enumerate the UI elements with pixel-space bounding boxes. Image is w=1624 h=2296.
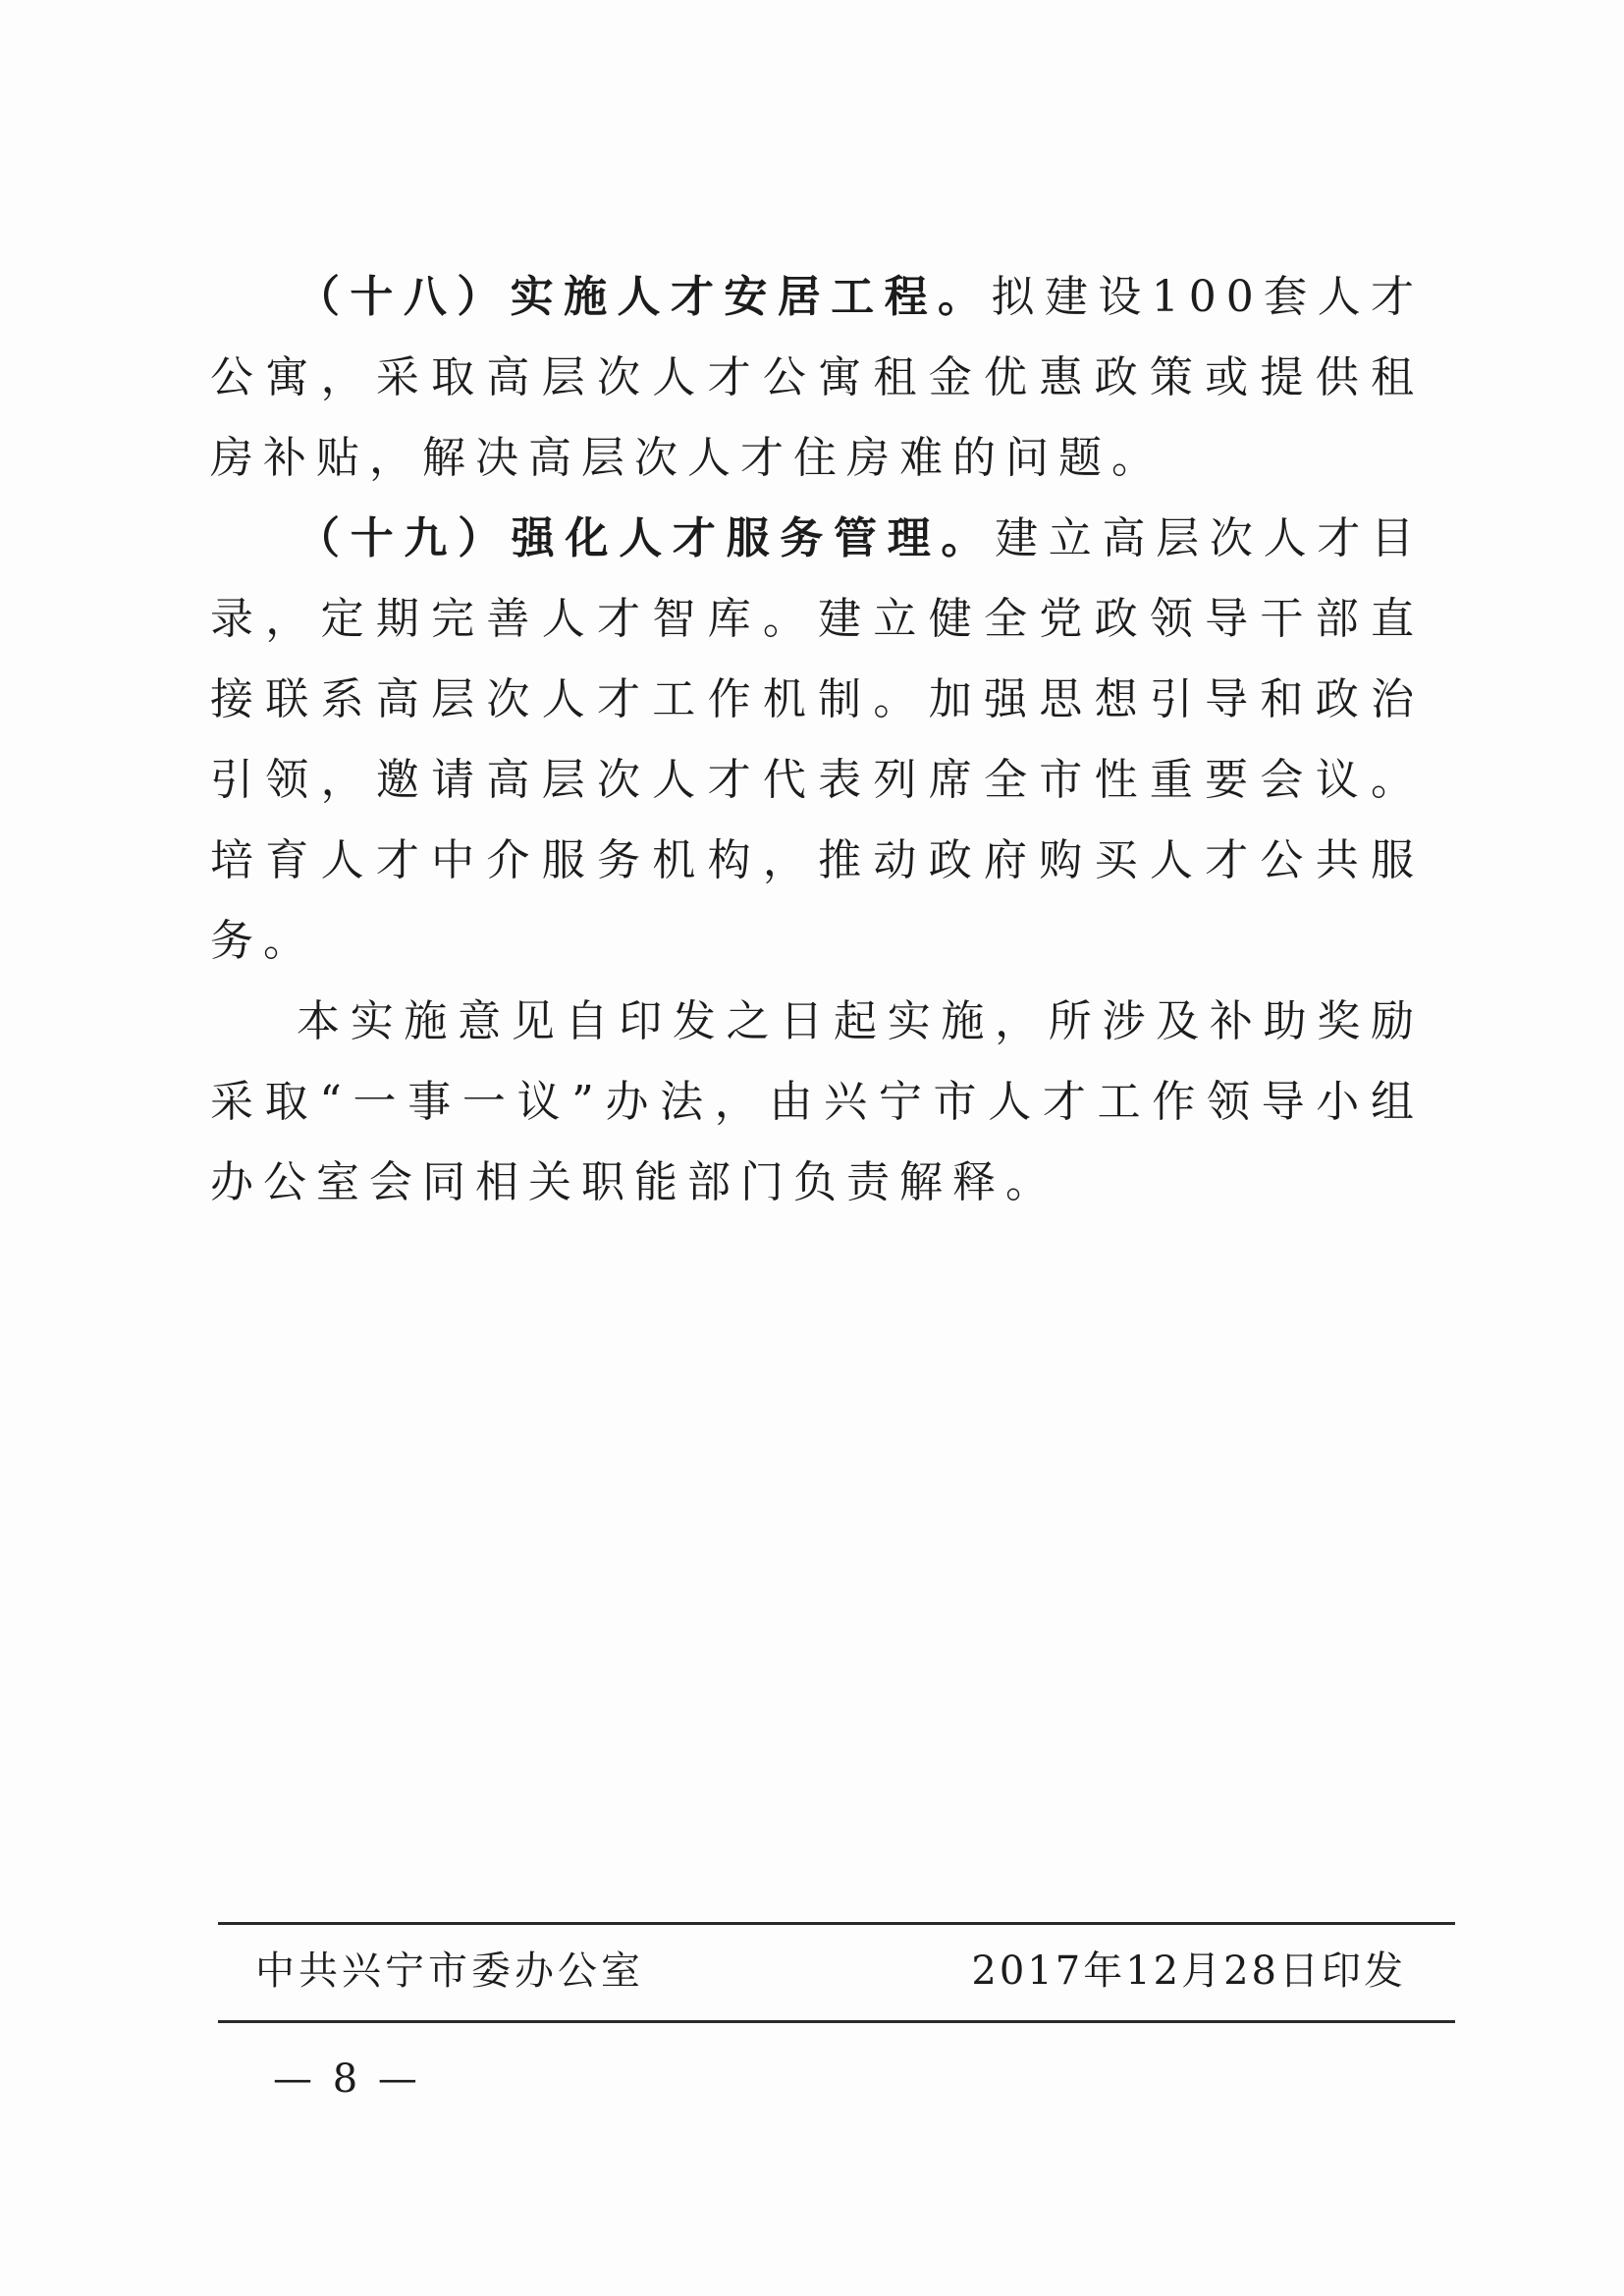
page-number: — 8 — <box>273 2056 421 2102</box>
paragraph-19-heading: （十九）强化人才服务管理。 <box>297 513 996 563</box>
imprint-date: 2017年12月28日印发 <box>971 1949 1406 1994</box>
paragraph-19-text: 建立高层次人才目录，定期完善人才智库。建立健全党政领导干部直接联系高层次人才工作机制。加强思想引导和政治引领，邀请高层次人才代表列席全市性重要会议。培育人才中介服务机构，推动政府购买人才公共服务。 <box>210 513 1425 966</box>
paragraph-18-text: 拟建设100套人才公寓，采取高层次人才公寓租金优惠政策或提供租房补贴，解决高层次人才住房难的问题。 <box>210 272 1424 483</box>
imprint-top-rule <box>218 1922 1455 1925</box>
imprint-issuer: 中共兴宁市委办公室 <box>255 1949 644 1994</box>
paragraph-closing-text: 本实施意见自印发之日起实施，所涉及补助奖励采取“一事一议”办法，由兴宁市人才工作领导小组办公室会同相关职能部门负责解释。 <box>210 996 1424 1207</box>
paragraph-19 <box>210 499 1424 982</box>
paragraph-18 <box>210 257 1424 499</box>
imprint-bottom-rule <box>218 2020 1455 2023</box>
imprint-block <box>218 1922 1455 2038</box>
paragraph-18-heading: （十八）实施人才安居工程。 <box>297 272 992 322</box>
paragraph-closing <box>210 982 1424 1223</box>
body-text <box>210 257 1424 1223</box>
